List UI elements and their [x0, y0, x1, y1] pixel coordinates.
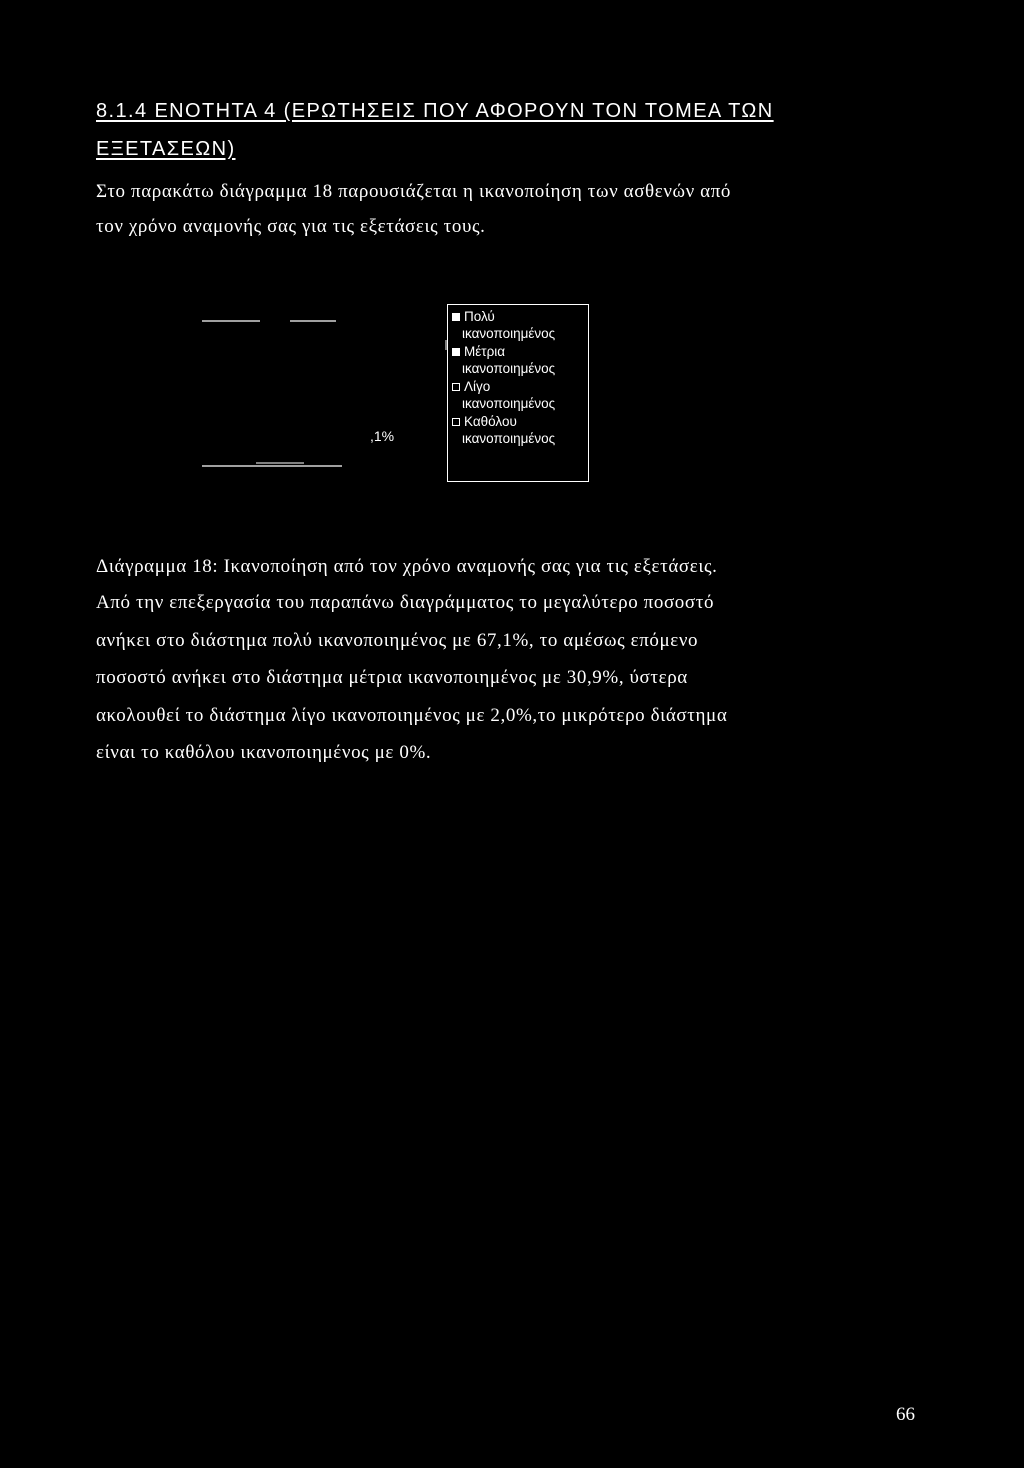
legend-label-sub: ικανοποιημένος: [462, 396, 556, 411]
legend-label-sub: ικανοποιημένος: [462, 431, 556, 446]
legend-swatch-filled: [452, 313, 460, 321]
legend-item-metria: [452, 343, 588, 377]
body-line-1: Από την επεξεργασία του παραπάνω διαγράμματος το μεγαλύτερο ποσοστό: [96, 592, 715, 613]
intro-line-2: τον χρόνο αναμονής σας για τις εξετάσεις τους.: [96, 216, 486, 237]
pie-chart: [190, 300, 610, 500]
chart-caption: Διάγραμμα 18: Ικανοποίηση από τον χρόνο αναμονής σας για τις εξετάσεις.: [96, 556, 718, 577]
legend-swatch-hollow: [452, 418, 460, 426]
legend-label-sub: ικανοποιημένος: [462, 361, 556, 376]
section-heading-line-2: ΕΞΕΤΑΣΕΩΝ): [96, 138, 236, 160]
body-line-2: ανήκει στο διάστημα πολύ ικανοποιημένος με 67,1%, το αμέσως επόμενο: [96, 630, 699, 651]
legend-label: Πολύ: [464, 309, 495, 324]
legend-label-sub: ικανοποιημένος: [462, 326, 556, 341]
legend-label: Μέτρια: [464, 344, 506, 359]
legend-label: Καθόλου: [464, 414, 517, 429]
intro-line-1: Στο παρακάτω διάγραμμα 18 παρουσιάζεται η ικανοποίηση των ασθενών από: [96, 181, 732, 202]
data-label: ,1%: [370, 428, 395, 444]
legend-swatch-hollow: [452, 383, 460, 391]
page-number: 66: [896, 1404, 915, 1425]
legend-item-katholou: [452, 413, 588, 447]
legend-item-ligo: [452, 378, 588, 412]
chart-legend: [447, 304, 589, 482]
body-line-4: ακολουθεί το διάστημα λίγο ικανοποιημένος με 2,0%,το μικρότερο διάστημα: [96, 705, 728, 726]
section-heading-line-1: 8.1.4 ΕΝΟΤΗΤΑ 4 (ΕΡΩΤΗΣΕΙΣ ΠΟΥ ΑΦΟΡΟΥΝ ΤΟΝ ΤΟΜΕΑ ΤΩΝ: [96, 100, 774, 122]
body-line-3: ποσοστό ανήκει στο διάστημα μέτρια ικανοποιημένος με 30,9%, ύστερα: [96, 667, 688, 688]
body-line-5: είναι το καθόλου ικανοποιημένος με 0%.: [96, 742, 432, 763]
legend-item-poly: [452, 308, 588, 342]
legend-swatch-filled: [452, 348, 460, 356]
legend-label: Λίγο: [464, 379, 491, 394]
